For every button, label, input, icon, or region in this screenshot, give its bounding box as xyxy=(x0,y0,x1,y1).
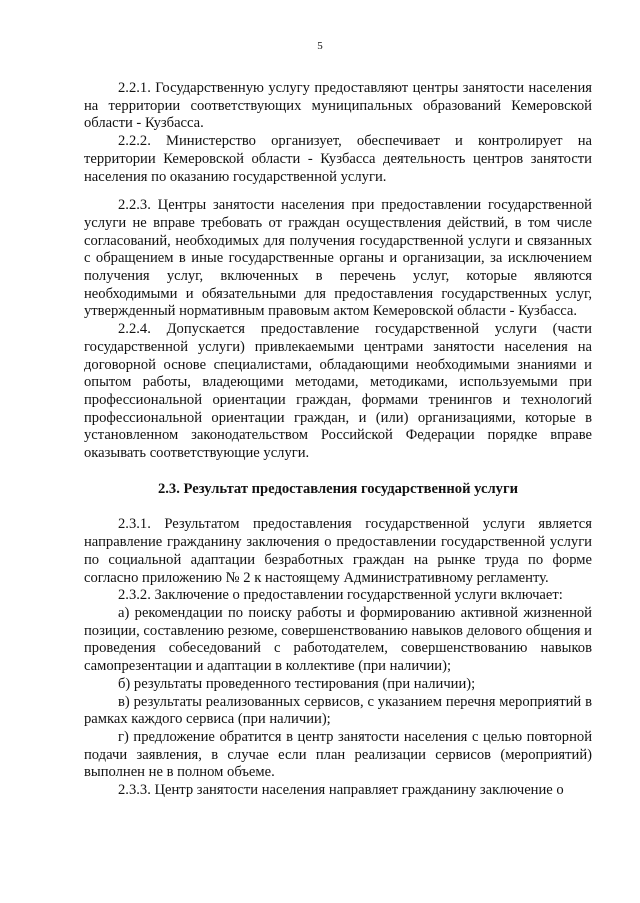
section-heading-2-3: 2.3. Результат предоставления государственной услуги xyxy=(157,480,519,497)
paragraph-2-3-3: 2.3.3. Центр занятости населения направляет гражданину заключение о xyxy=(118,782,564,799)
list-item-a: а) рекомендации по поиску работы и формированию активной жизненной позиции, составлению резюме, совершенствованию навыков делового общения и проведения собеседований с работодателем, совершенствованию навыков самопрезентации и адаптации в коллективе (при наличии); xyxy=(84,604,592,675)
page-number: 5 xyxy=(317,40,323,52)
paragraph-2-2-3: 2.2.3. Центры занятости населения при предоставлении государственной услуги не вправе требовать от граждан осуществления действий, в том числе согласований, необходимых для получения государственной услуги и связанных с обращением в иные государственные органы и организации, за исключением получения услуг, включенных в перечень услуг, которые являются необходимыми и обязательными для предоставления государственных услуг, утвержденный нормативным правовым актом Кемеровской области - Кузбасса. xyxy=(84,197,592,320)
list-item-b: б) результаты проведенного тестирования (при наличии); xyxy=(118,675,476,692)
paragraph-2-3-1: 2.3.1. Результатом предоставления государственной услуги является направление гражданину заключения о предоставлении государственной услуги по социальной адаптации безработных граждан на рынке труда по форме согласно приложению № 2 к настоящему Административному регламенту. xyxy=(84,516,592,586)
list-item-v: в) результаты реализованных сервисов, с указанием перечня мероприятий в рамках каждого сервиса (при наличии); xyxy=(84,693,592,728)
paragraph-2-2-2: 2.2.2. Министерство организует, обеспечивает и контролирует на территории Кемеровской области - Кузбасса деятельность центров занятости населения по оказанию государственной услуги. xyxy=(84,133,592,185)
paragraph-2-3-2: 2.3.2. Заключение о предоставлении государственной услуги включает: xyxy=(118,587,563,604)
paragraph-2-2-4: 2.2.4. Допускается предоставление государственной услуги (части государственной услуги) привлекаемыми центрами занятости населения на договорной основе специалистами, обладающими необходимыми знаниями и опытом работы, владеющими методами, методиками, используемыми при профессиональной ориентации граждан, формами тренингов и технологий профессиональной ориентации граждан, и (или) организациями, которые в установленном законодательством Российской Федерации порядке вправе оказывать соответствующие услуги. xyxy=(84,321,592,462)
list-item-g: г) предложение обратится в центр занятости населения с целью повторной подачи заявления, в случае если план реализации сервисов (мероприятий) выполнен не в полном объеме. xyxy=(84,728,592,781)
paragraph-2-2-1: 2.2.1. Государственную услугу предоставляют центры занятости населения на территории соответствующих муниципальных образований Кемеровской области - Кузбасса. xyxy=(84,80,592,132)
document-body xyxy=(84,80,592,800)
